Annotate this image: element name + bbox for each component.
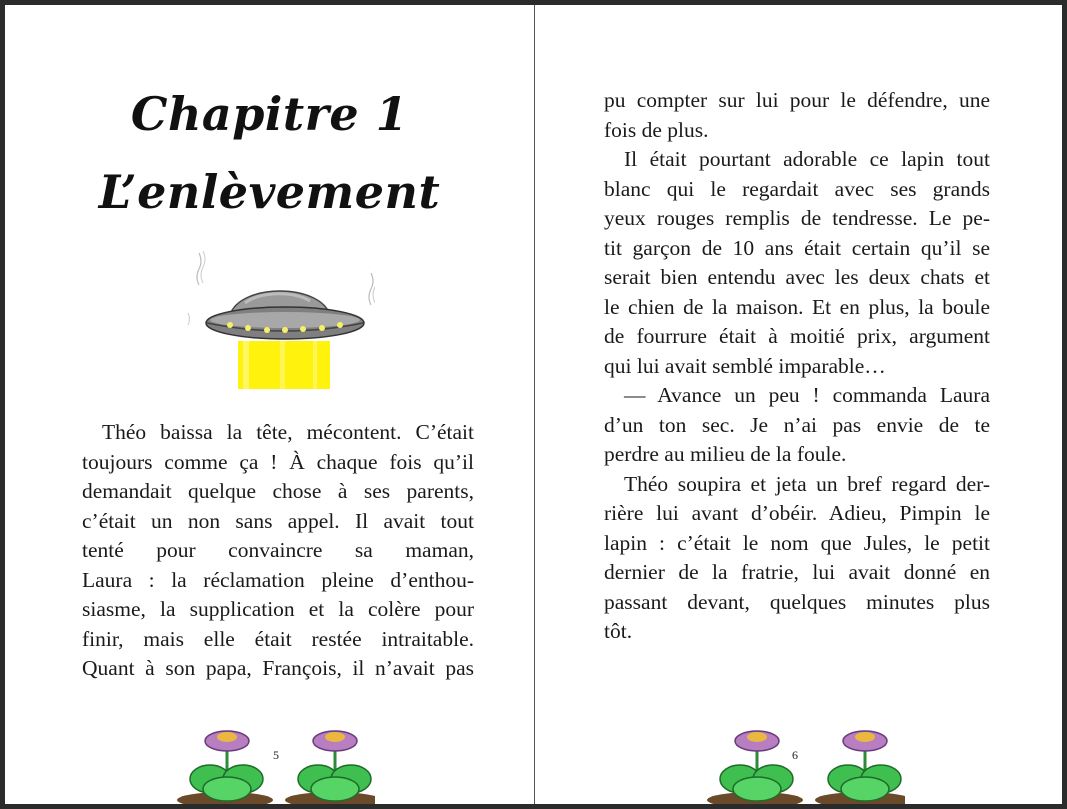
text-line: yeux rouges remplis de tendresse. Le pe- [604,206,990,230]
text-line: qui lui avait semblé imparable… [604,353,886,378]
text-line: — Avance un peu ! commanda Laura [624,383,990,407]
text-line: toujours comme ça ! À chaque fois qu’il [82,449,474,474]
text-line: de fourrure était à moitié prix, argument [604,324,990,348]
text-line: Quant à son papa, François, il n’avait pas [82,656,474,680]
page-number: 6 [792,748,798,762]
text-line: serait bien entendu avec les deux chats et [604,265,990,289]
text-line: rière lui avant d’obéir. Adieu, Pimpin le [604,501,990,525]
right-page-body [604,86,990,647]
ufo-icon [185,243,375,393]
flower-icon [705,727,905,804]
text-line: finir, mais elle était restée intraitable. [82,626,474,651]
text-line: tit garçon de 10 ans était certain qu’il se [604,235,990,260]
text-line: le chien de la maison. Et en plus, la boule [604,294,990,319]
flower-icon [175,727,375,804]
text-line: Laura : la réclamation pleine d’enthou- [82,567,474,592]
text-line: lapin : c’était le nom que Jules, le petit [604,530,990,555]
text-line: Théo baissa la tête, mécontent. C’était [102,420,474,444]
text-line: pu compter sur lui pour le défendre, une [604,88,990,112]
page-number: 5 [273,748,279,762]
text-line: fois de plus. [604,117,709,142]
left-page-body [82,418,474,684]
text-line: perdre au milieu de la foule. [604,442,847,466]
text-line: d’un ton sec. Je n’ai pas envie de te [604,412,990,437]
text-line: Il était pourtant adorable ce lapin tout [624,147,990,171]
text-line: passant devant, quelques minutes plus [604,589,990,614]
text-line: demandait quelque chose à ses parents, [82,479,474,503]
text-line: blanc qui le regardait avec ses grands [604,176,990,201]
text-line: tenté pour convaincre sa maman, [82,538,474,562]
right-page [535,5,1062,804]
text-line: dernier de la fratrie, lui avait donné en [604,560,990,584]
book-spread [5,5,1062,804]
chapter-title-number: Chapitre 1 [130,87,409,141]
text-line: Théo soupira et jeta un bref regard der- [624,471,990,496]
text-line: c’était un non sans appel. Il avait tout [82,508,474,533]
left-page [5,5,534,804]
text-line: siasme, la supplication et la colère pour [82,597,474,621]
chapter-title-name: L’enlèvement [98,165,441,219]
text-line: tôt. [604,619,633,643]
